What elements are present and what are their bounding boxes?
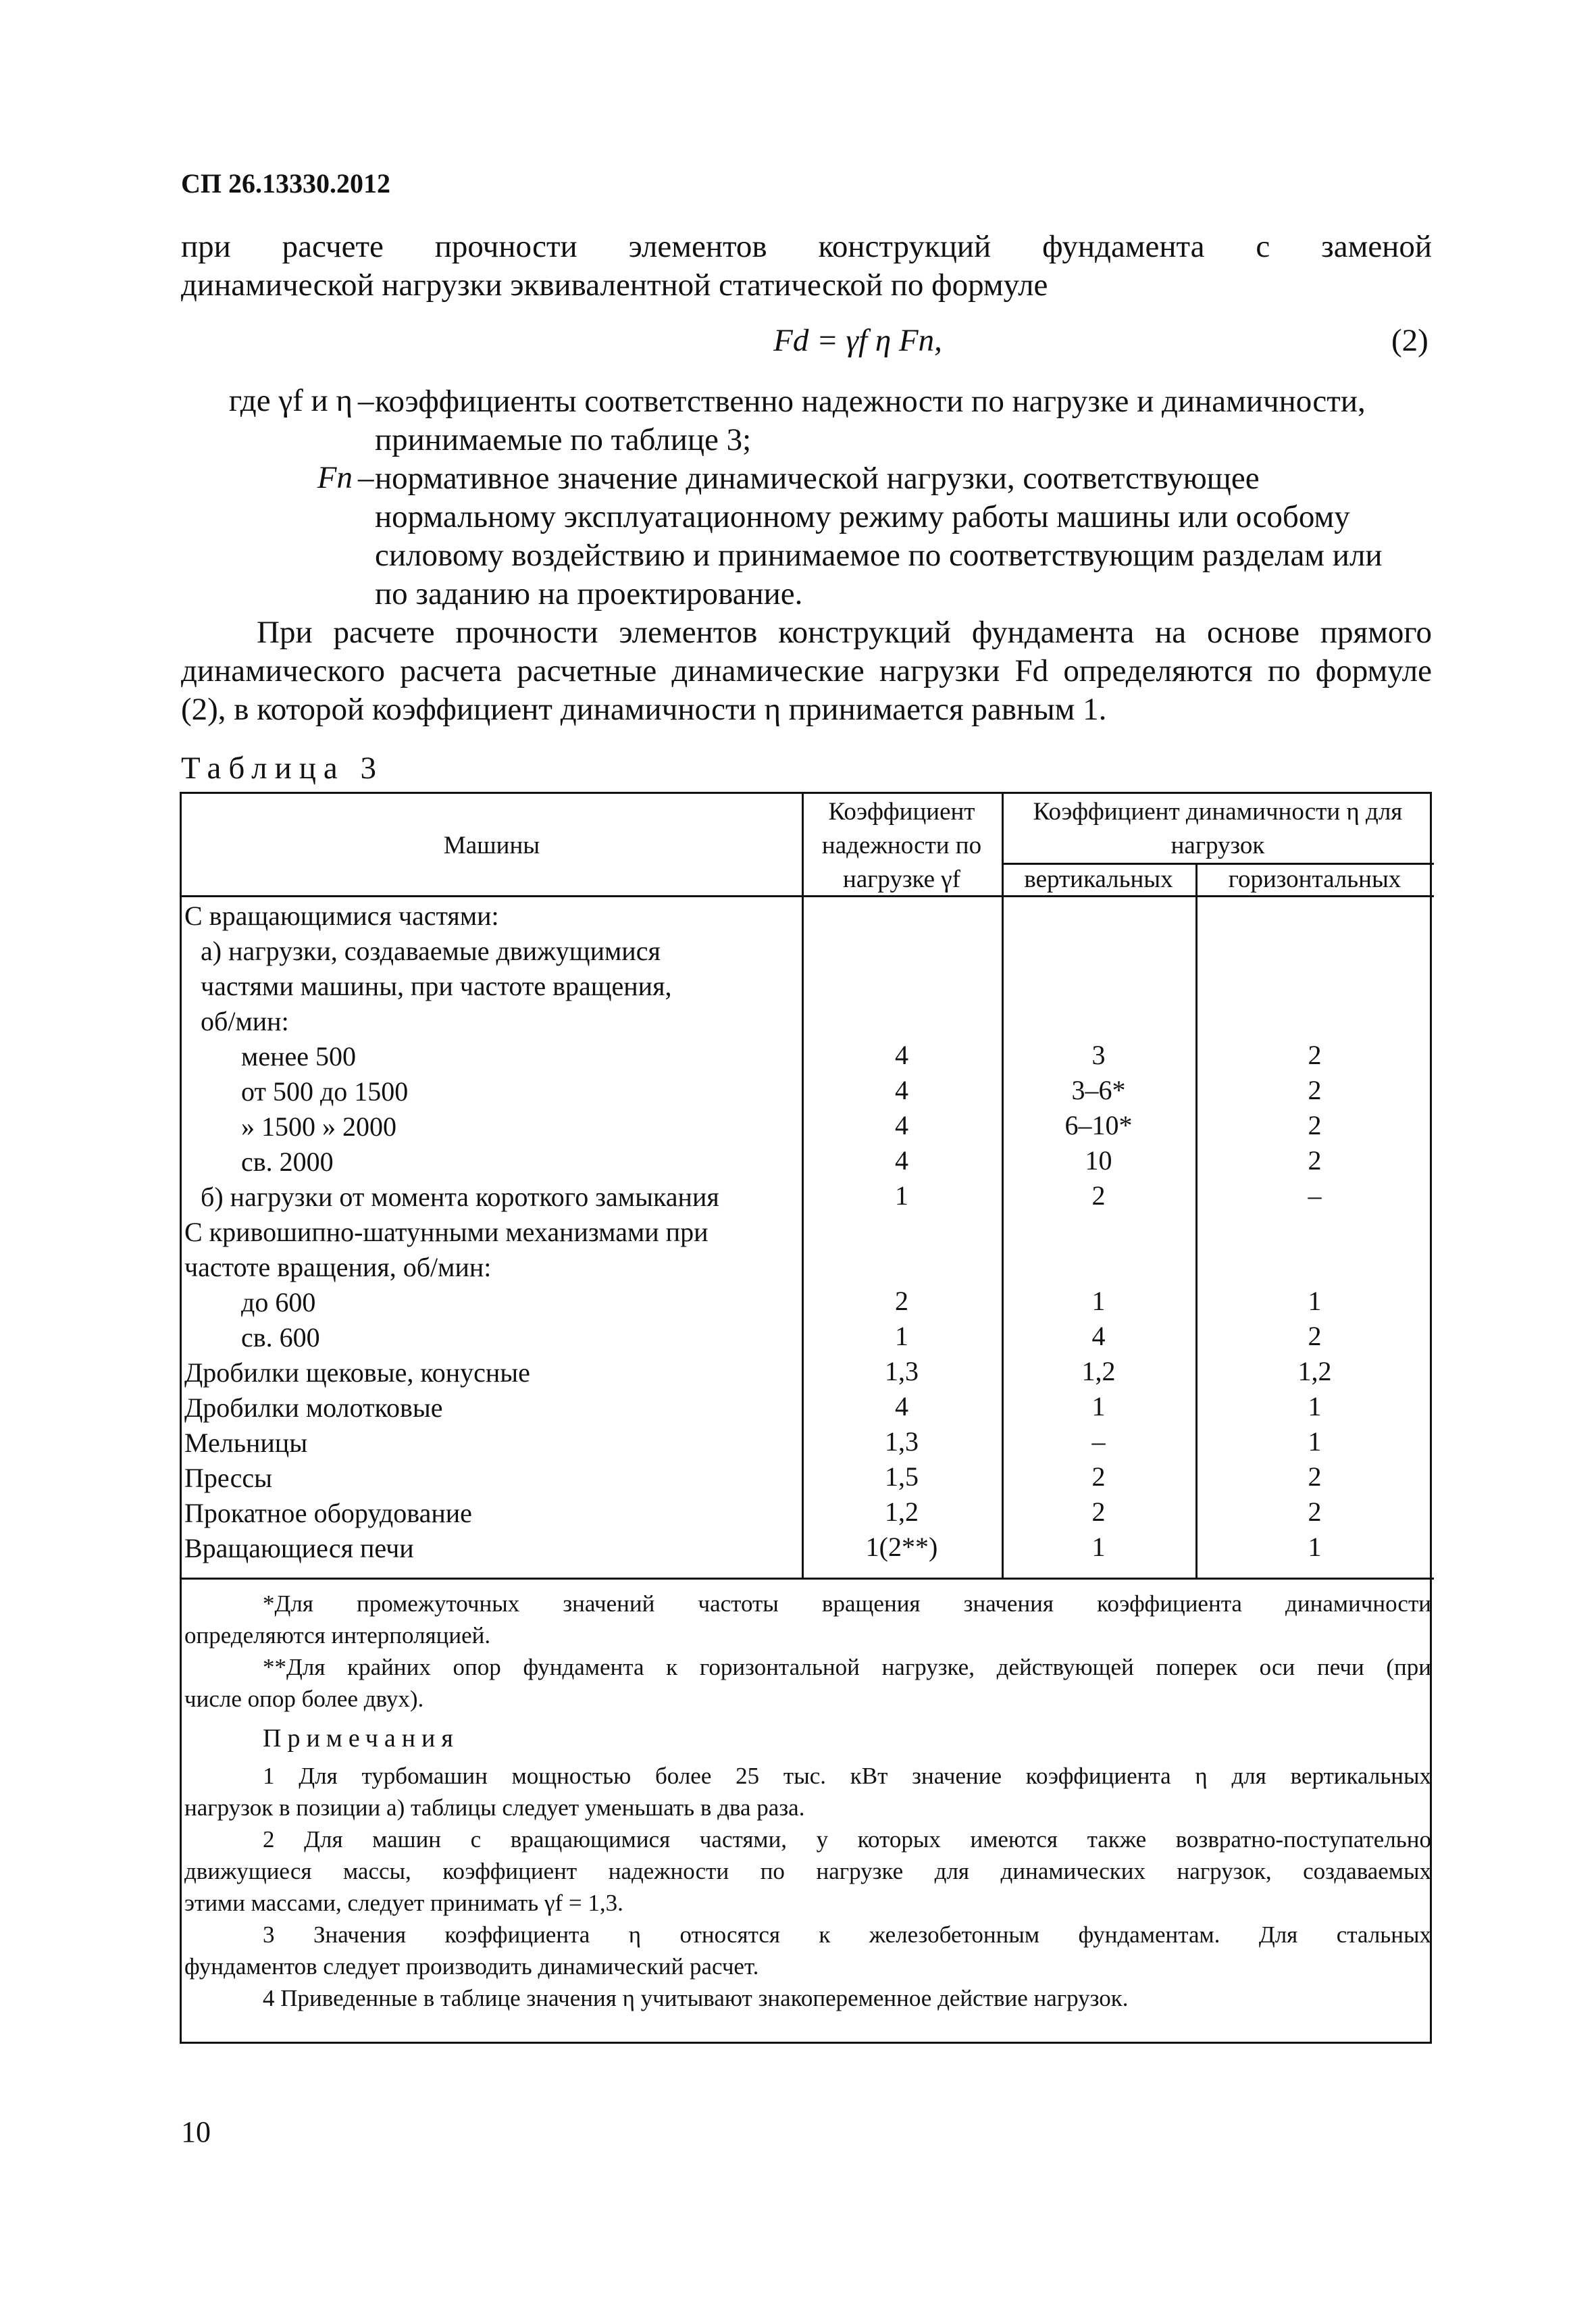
note-2: движущиеся массы, коэффициент надежности по нагрузке для динамических нагрузок, создаваемых (184, 1858, 1431, 1884)
table-row-name: от 500 до 1500 (241, 1076, 409, 1107)
vertical-value: 1,2 (1081, 1356, 1116, 1386)
note-1: нагрузок в позиции а) таблицы следует уменьшать в два раза. (184, 1794, 805, 1821)
reliability-value: 1,3 (885, 1356, 919, 1386)
formula-2: Fd = γf η Fn, (773, 323, 942, 358)
reliability-value: 4 (895, 1110, 908, 1140)
horizontal-value: 1,2 (1297, 1356, 1332, 1386)
intro-line-2: динамической нагрузки эквивалентной статической по формуле (181, 268, 1048, 303)
reliability-value: 4 (895, 1145, 908, 1176)
horizontal-value: 1 (1308, 1286, 1322, 1316)
definition-label-fn: Fn (317, 460, 353, 495)
horizontal-value: 1 (1308, 1532, 1322, 1562)
vertical-value: 1 (1091, 1532, 1106, 1562)
column-header-dynamic: нагрузок (1170, 832, 1265, 859)
table-divider (182, 1578, 1434, 1580)
footnote-2: **Для крайних опор фундамента к горизонтальной нагрузке, действующей поперек оси печи (при (263, 1654, 1431, 1680)
table-row-name: С кривошипно-шатунными механизмами при (184, 1217, 709, 1247)
reliability-value: 4 (895, 1075, 908, 1105)
paragraph2-line-2: динамического расчета расчетные динамические нагрузки Fd определяются по формуле (181, 653, 1432, 688)
column-header-machines: Машины (443, 832, 540, 859)
reliability-value: 1,3 (885, 1426, 919, 1457)
reliability-value: 1(2**) (865, 1532, 938, 1562)
table-row-name: до 600 (241, 1287, 316, 1317)
vertical-value: 3–6* (1071, 1075, 1126, 1105)
vertical-value: 3 (1091, 1040, 1106, 1070)
definition-text-line: коэффициенты соответственно надежности по нагрузке и динамичности, (375, 384, 1366, 419)
table-row-name: св. 600 (241, 1322, 320, 1353)
footnote-2: числе опор более двух). (184, 1686, 424, 1712)
horizontal-value: 1 (1308, 1391, 1322, 1422)
table-3 (180, 792, 1432, 2044)
definition-text-line: нормативное значение динамической нагрузки, соответствующее (375, 461, 1260, 496)
definition-dash: – (358, 383, 374, 418)
horizontal-value: 2 (1308, 1496, 1322, 1527)
table-row-name: частями машины, при частоте вращения, (201, 971, 672, 1001)
vertical-value: 2 (1091, 1461, 1106, 1492)
horizontal-value: 2 (1308, 1321, 1322, 1351)
document-code-header: СП 26.13330.2012 (181, 168, 390, 199)
horizontal-value: 2 (1308, 1075, 1322, 1105)
definition-text-line: нормальному эксплуатационному режиму работы машины или особому (375, 499, 1350, 534)
table-row-name: Дробилки щековые, конусные (184, 1357, 530, 1388)
column-header-reliability: надежности по (821, 832, 982, 859)
table-row-name: св. 2000 (241, 1147, 334, 1177)
table-row-name: об/мин: (201, 1006, 289, 1036)
vertical-value: 6–10* (1064, 1110, 1133, 1140)
reliability-value: 2 (895, 1286, 908, 1316)
footnote-1: *Для промежуточных значений частоты вращения значения коэффициента динамичности (263, 1590, 1431, 1617)
horizontal-value: 2 (1308, 1110, 1322, 1140)
definition-label-gamma-eta: где γf и η (228, 383, 353, 418)
reliability-value: 1,2 (885, 1496, 919, 1527)
note-4: 4 Приведенные в таблице значения η учитывают знакопеременное действие нагрузок. (263, 1985, 1129, 2011)
horizontal-value: 2 (1308, 1145, 1322, 1176)
footnote-1: определяются интерполяцией. (184, 1622, 491, 1649)
table-row-name: Прокатное оборудование (184, 1498, 472, 1528)
table-caption: Таблица 3 (181, 751, 384, 786)
paragraph2-line-1: При расчете прочности элементов конструкций фундамента на основе прямого (257, 615, 1432, 650)
table-row-name: б) нагрузки от момента короткого замыкания (201, 1182, 719, 1212)
vertical-value: 2 (1091, 1180, 1106, 1211)
table-row-name: Прессы (184, 1463, 273, 1493)
vertical-value: 4 (1091, 1321, 1106, 1351)
reliability-value: 1 (895, 1180, 908, 1211)
table-row-name: Мельницы (184, 1428, 308, 1458)
reliability-value: 1,5 (885, 1461, 919, 1492)
table-row-name: менее 500 (241, 1041, 356, 1072)
page-number: 10 (181, 2115, 211, 2148)
vertical-value: 2 (1091, 1496, 1106, 1527)
horizontal-value: – (1308, 1180, 1322, 1211)
definition-text-line: силовому воздействию и принимаемое по соответствующим разделам или (375, 538, 1383, 573)
notes-title: Примечания (263, 1724, 459, 1753)
note-2: этими массами, следует принимать γf = 1,3. (184, 1890, 623, 1916)
note-3: фундаментов следует производить динамический расчет. (184, 1953, 759, 1980)
horizontal-value: 2 (1308, 1040, 1322, 1070)
vertical-value: 10 (1085, 1145, 1112, 1176)
vertical-value: 1 (1091, 1391, 1106, 1422)
formula-number: (2) (1391, 323, 1428, 358)
table-row-name: частоте вращения, об/мин: (184, 1252, 492, 1282)
vertical-value: 1 (1091, 1286, 1106, 1316)
horizontal-value: 1 (1308, 1426, 1322, 1457)
vertical-value: – (1091, 1426, 1106, 1457)
reliability-value: 4 (895, 1391, 908, 1422)
column-header-reliability: Коэффициент (828, 798, 975, 826)
column-header-horizontal: горизонтальных (1228, 865, 1401, 893)
reliability-value: 1 (895, 1321, 908, 1351)
intro-line-1: при расчете прочности элементов конструкций фундамента с заменой (181, 229, 1432, 264)
definition-dash: – (358, 460, 374, 495)
table-row-name: Вращающиеся печи (184, 1533, 414, 1563)
column-header-reliability: нагрузке γf (843, 865, 960, 893)
note-1: 1 Для турбомашин мощностью более 25 тыс. кВт значение коэффициента η для вертикальных (263, 1763, 1431, 1789)
paragraph2-line-3: (2), в которой коэффициент динамичности η принимается равным 1. (181, 692, 1107, 727)
definition-text-line: принимаемые по таблице 3; (375, 422, 752, 457)
table-row-name: а) нагрузки, создаваемые движущимися (201, 936, 661, 966)
column-header-vertical: вертикальных (1024, 865, 1173, 893)
table-row-name: Дробилки молотковые (184, 1392, 443, 1423)
table-row-name: С вращающимися частями: (184, 901, 499, 931)
note-3: 3 Значения коэффициента η относятся к железобетонным фундаментам. Для стальных (263, 1921, 1431, 1948)
reliability-value: 4 (895, 1040, 908, 1070)
note-2: 2 Для машин с вращающимися частями, у которых имеются также возвратно-поступательно (263, 1826, 1431, 1853)
table-row-name: » 1500 » 2000 (241, 1111, 396, 1142)
horizontal-value: 2 (1308, 1461, 1322, 1492)
column-header-dynamic: Коэффициент динамичности η для (1033, 798, 1403, 826)
definition-text-line: по заданию на проектирование. (375, 576, 803, 611)
